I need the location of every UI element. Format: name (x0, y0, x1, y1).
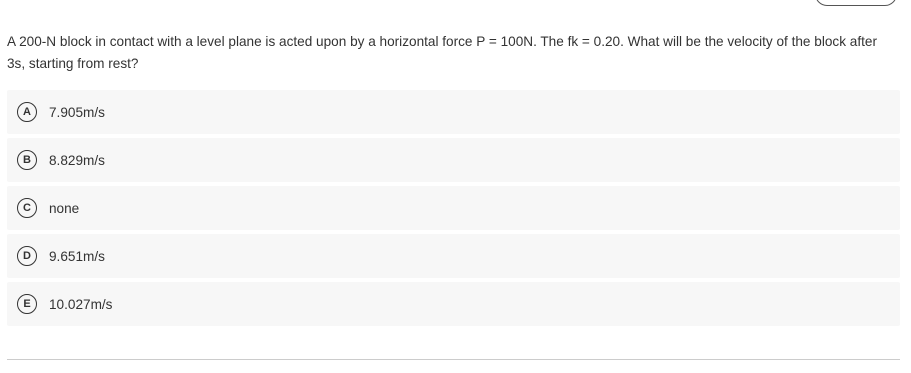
option-letter-badge: B (17, 150, 37, 170)
option-letter-badge: D (17, 246, 37, 266)
top-button[interactable] (815, 0, 897, 6)
option-label: 10.027m/s (49, 296, 113, 312)
option-letter-badge: E (17, 294, 37, 314)
option-b[interactable] (7, 138, 900, 182)
option-letter-badge: A (17, 102, 37, 122)
option-e[interactable] (7, 282, 900, 326)
option-label: 7.905m/s (49, 104, 105, 120)
option-label: 9.651m/s (49, 248, 105, 264)
option-label: none (49, 200, 80, 216)
option-d[interactable] (7, 234, 900, 278)
question-text: A 200-N block in contact with a level plane is acted upon by a horizontal force P = 100N. The fk = 0.20. What will be the velocity of the block after 3s, starting from rest? (7, 34, 877, 71)
option-c[interactable] (7, 186, 900, 230)
option-a[interactable] (7, 90, 900, 134)
bottom-divider (7, 359, 900, 360)
option-letter-badge: C (17, 198, 37, 218)
answer-options (7, 90, 900, 330)
option-label: 8.829m/s (49, 152, 105, 168)
